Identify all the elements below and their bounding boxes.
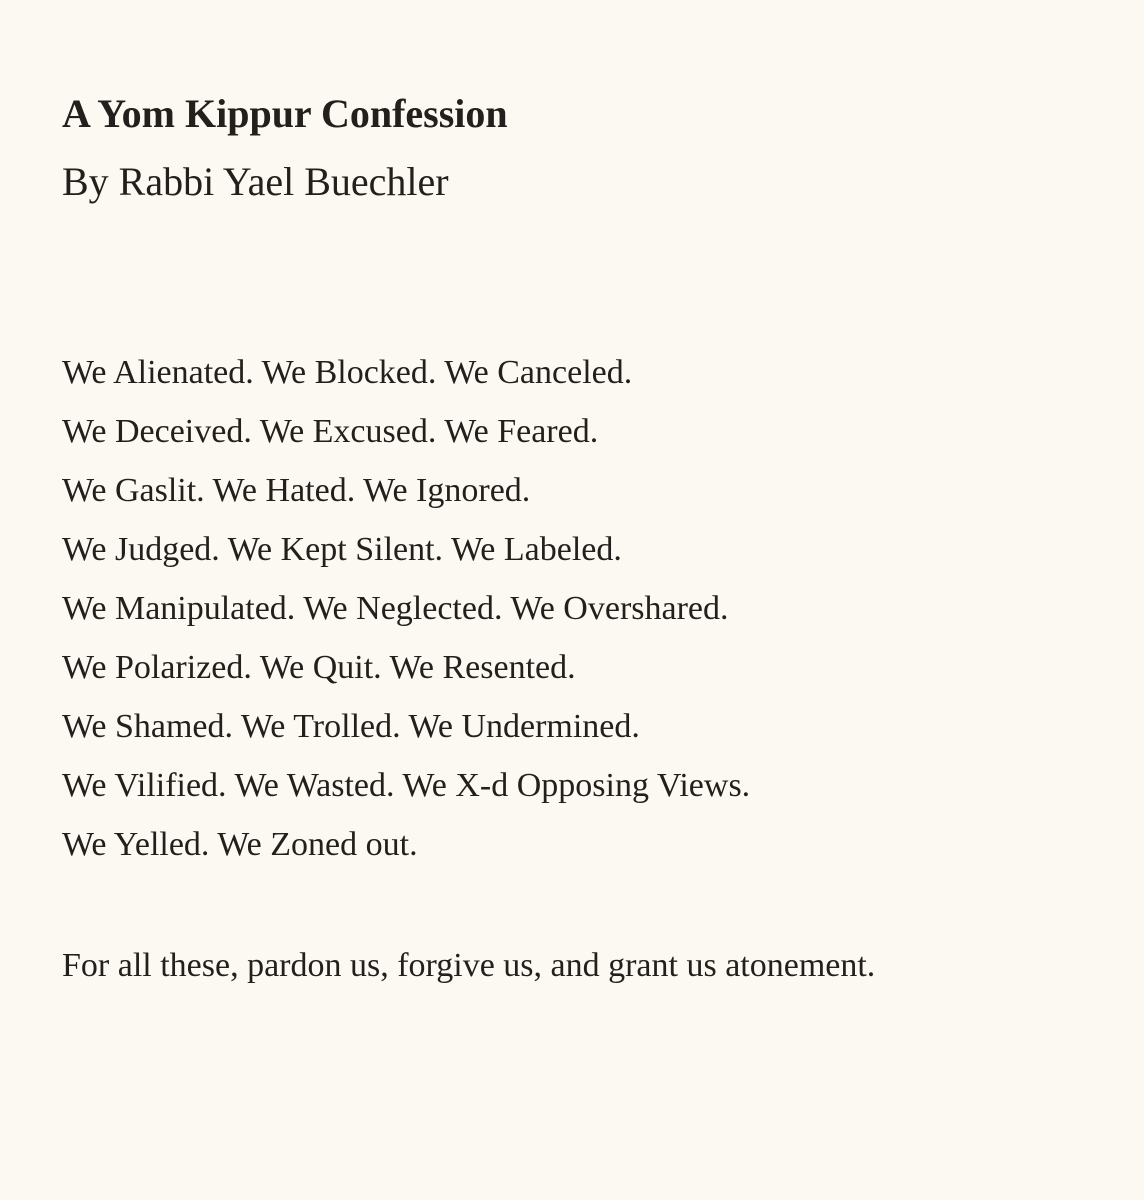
confession-line: We Manipulated. We Neglected. We Overshared.: [62, 590, 729, 627]
confession-line: We Judged. We Kept Silent. We Labeled.: [62, 531, 622, 568]
confession-list: [62, 343, 750, 874]
confession-line: We Yelled. We Zoned out.: [62, 826, 418, 863]
document-title: A Yom Kippur Confession: [62, 91, 508, 136]
confession-line: We Vilified. We Wasted. We X-d Opposing Views.: [62, 767, 751, 804]
confession-line: We Deceived. We Excused. We Feared.: [62, 413, 599, 450]
document-page: [62, 0, 1102, 1200]
closing-line: For all these, pardon us, forgive us, and grant us atonement.: [62, 947, 876, 984]
confession-line: We Alienated. We Blocked. We Canceled.: [62, 354, 633, 391]
author-byline: By Rabbi Yael Buechler: [62, 159, 449, 204]
confession-line: We Gaslit. We Hated. We Ignored.: [62, 472, 531, 509]
confession-line: We Polarized. We Quit. We Resented.: [62, 649, 576, 686]
confession-line: We Shamed. We Trolled. We Undermined.: [62, 708, 640, 745]
